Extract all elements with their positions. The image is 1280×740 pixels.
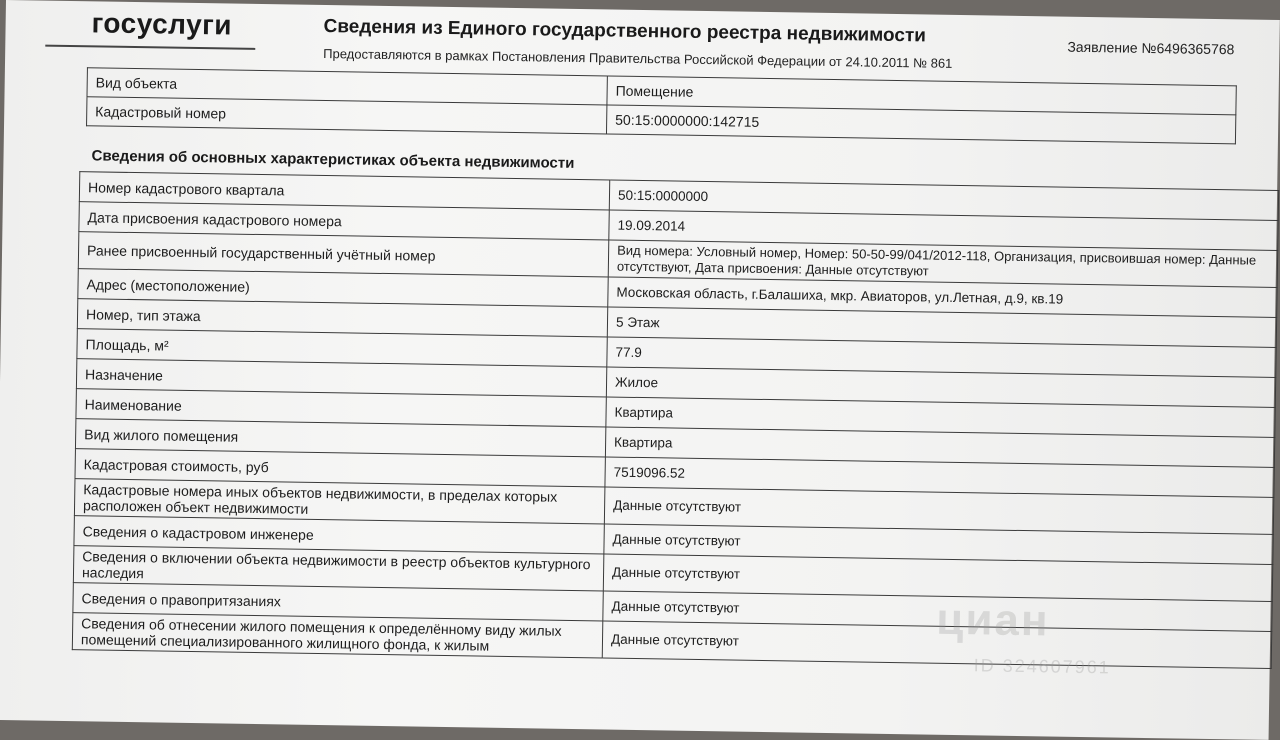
row-label: Назначение xyxy=(76,359,606,397)
row-value: Данные отсутствуют xyxy=(603,591,1272,632)
row-label: Номер кадастрового квартала xyxy=(79,172,609,210)
row-value: 77.9 xyxy=(607,337,1276,378)
row-label: Площадь, м² xyxy=(77,329,607,367)
row-value: 50:15:0000000 xyxy=(609,180,1278,221)
application-number: Заявление №6496365768 xyxy=(1067,38,1235,58)
object-table xyxy=(86,67,1237,144)
row-value: Квартира xyxy=(605,427,1274,468)
row-label: Сведения о кадастровом инженере xyxy=(74,516,604,554)
watermark-id: ID 324607961 xyxy=(973,655,1111,678)
row-label: Кадастровый номер xyxy=(87,97,607,134)
row-label: Адрес (местоположение) xyxy=(78,269,608,307)
row-value: Квартира xyxy=(606,397,1275,438)
row-label: Ранее присвоенный государственный учётный номер xyxy=(78,232,609,277)
row-value: Данные отсутствуют xyxy=(602,621,1271,669)
row-value: Жилое xyxy=(606,367,1275,408)
section-heading: Сведения об основных характеристиках объекта недвижимости xyxy=(91,147,575,172)
row-label: Наименование xyxy=(76,389,606,427)
row-label: Дата присвоения кадастрового номера xyxy=(79,202,609,240)
row-label: Сведения о включении объекта недвижимости в реестр объектов культурного наследия xyxy=(73,546,604,591)
row-value: 5 Этаж xyxy=(607,307,1276,348)
row-label: Вид жилого помещения xyxy=(75,419,605,457)
cian-watermark: циан xyxy=(936,594,1050,646)
row-value: 19.09.2014 xyxy=(609,210,1278,251)
row-value: 7519096.52 xyxy=(605,457,1274,498)
row-value: Данные отсутствуют xyxy=(604,487,1273,535)
characteristics-table xyxy=(72,171,1279,669)
row-label: Сведения о правопритязаниях xyxy=(73,583,603,621)
row-value: 50:15:0000000:142715 xyxy=(606,105,1235,144)
row-value: Данные отсутствуют xyxy=(603,554,1272,602)
row-value: Данные отсутствуют xyxy=(604,524,1273,565)
row-label: Сведения об отнесении жилого помещения к определённому виду жилых помещений специализированного жилищного фонда, к жилым xyxy=(72,613,603,658)
row-label: Вид объекта xyxy=(87,68,607,105)
row-value: Московская область, г.Балашиха, мкр. Авиаторов, ул.Летная, д.9, кв.19 xyxy=(608,277,1277,318)
row-value: Помещение xyxy=(607,76,1236,115)
row-label: Номер, тип этажа xyxy=(77,299,607,337)
row-label: Кадастровая стоимость, руб xyxy=(75,449,605,487)
row-label: Кадастровые номера иных объектов недвижимости, в пределах которых расположен объект недвижимости xyxy=(74,479,605,524)
document-subtitle: Предоставляются в рамках Постановления Правительства Российской Федерации от 24.10.2011 № 861 xyxy=(323,45,953,71)
gosuslugi-logo: госуслуги xyxy=(91,7,233,41)
document-title: Сведения из Единого государственного реестра недвижимости xyxy=(323,15,927,47)
logo-underline xyxy=(45,45,255,50)
row-value: Вид номера: Условный номер, Номер: 50-50-99/041/2012-118, Организация, присвоившая номер: Данные отсутствуют, Дата присвоения: Данные отсутствуют xyxy=(608,240,1277,288)
